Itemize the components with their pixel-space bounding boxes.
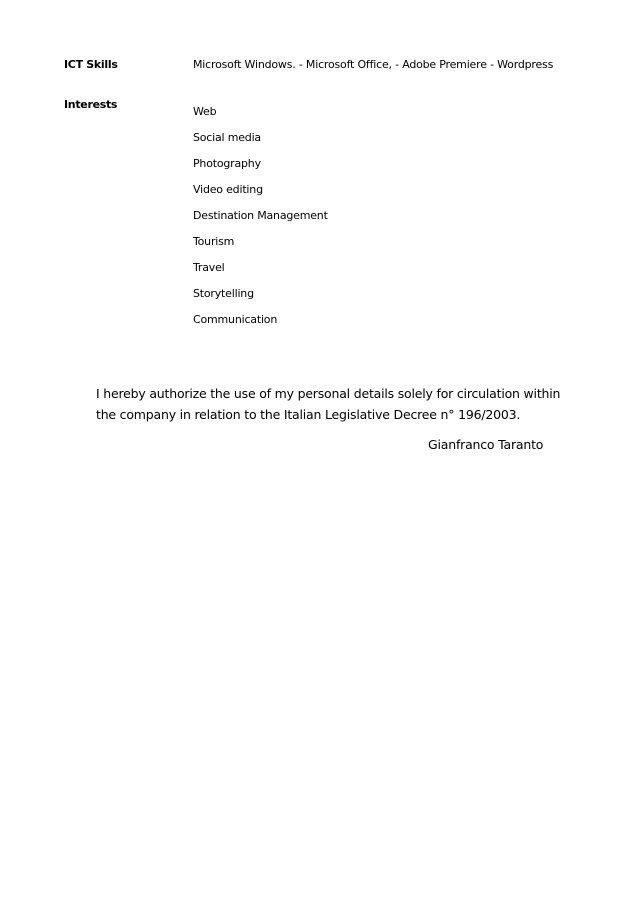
authorization-line-2: the company in relation to the Italian Legislative Decree n° 196/2003. [96,407,521,422]
interest-item: Video editing [193,183,263,196]
authorization-line-1: I hereby authorize the use of my personal details solely for circulation within [96,386,561,401]
signature-name: Gianfranco Taranto [428,437,544,452]
interest-item: Travel [193,261,225,274]
authorization-statement [96,383,561,425]
interest-item: Destination Management [193,209,328,222]
interest-item: Communication [193,313,278,326]
interest-item: Storytelling [193,287,254,300]
interest-item: Web [193,105,217,118]
interest-item: Tourism [193,235,235,248]
interest-item: Social media [193,131,261,144]
interests-list [193,99,328,333]
ict-skills-label: ICT Skills [64,58,118,71]
ict-skills-value: Microsoft Windows. - Microsoft Office, - Adobe Premiere - Wordpress [193,58,554,71]
interests-label: Interests [64,98,118,111]
interest-item: Photography [193,157,261,170]
